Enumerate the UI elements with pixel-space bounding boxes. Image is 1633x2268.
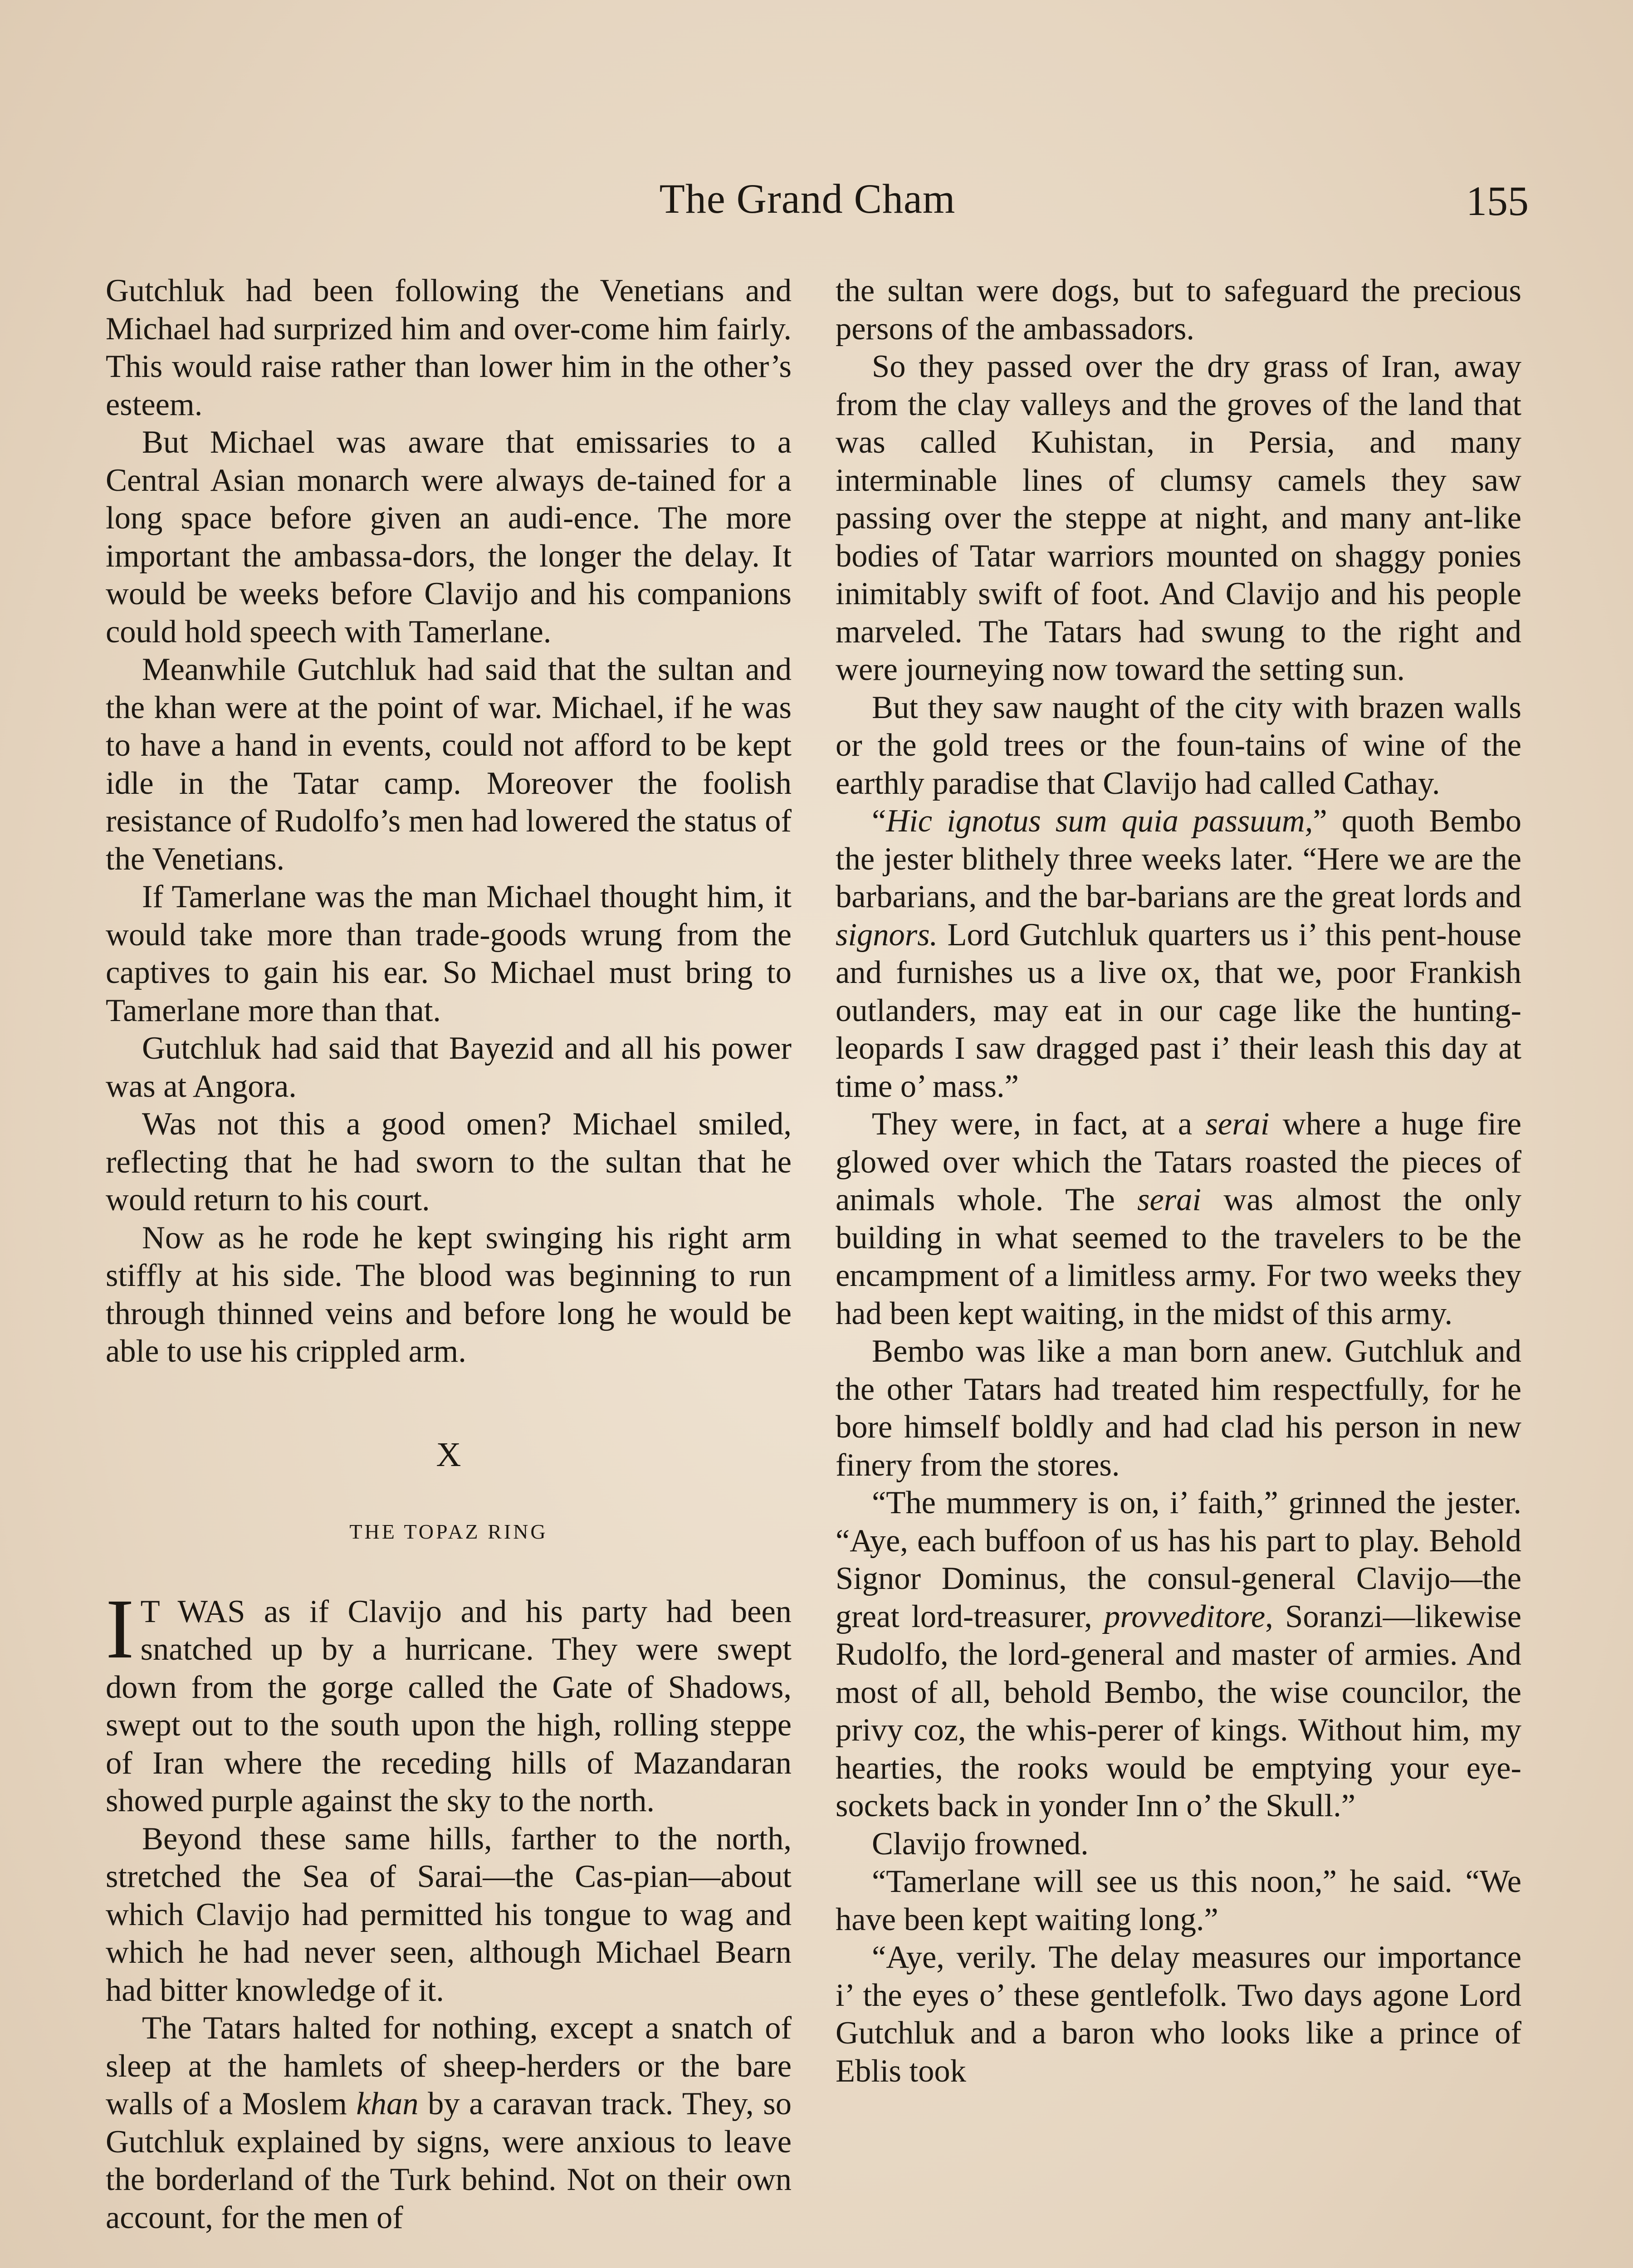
text-run: The Tatars halted for nothing, except a snatch of sleep at the hamlets of sheep-herders or the bare walls of a Moslem (106, 2010, 792, 2121)
paragraph-text: T WAS as if Clavijo and his party had been snatched up by a hurricane. They were swept down from the gorge called the Gate of Shadows, swept out to the south upon the high, rolling steppe of Iran where the receding hills of Mazandaran showed purple against the sky to the north. (106, 1593, 792, 1818)
drop-cap: I (106, 1581, 134, 1676)
paragraph: Gutchluk had said that Bayezid and all his power was at Angora. (106, 1031, 792, 1104)
right-column (836, 272, 1521, 2090)
page-number: 155 (1466, 178, 1529, 224)
italic-word: provveditore (1104, 1598, 1266, 1634)
text-run: “ (872, 803, 886, 839)
left-column (106, 272, 792, 2237)
running-title: The Grand Cham (659, 176, 956, 222)
paragraph: Was not this a good omen? Michael smiled, reflecting that he had sworn to the sultan that he would return to his court. (106, 1106, 792, 1217)
paragraph: So they passed over the dry grass of Iran, away from the clay valleys and the groves of the land that was called Kuhistan, in Persia, and many interminable lines of clumsy camels they saw passing over the steppe at night, and many ant-like bodies of Tatar warriors mounted on shaggy ponies inimitably swift of foot. And Clavijo and his people marveled. The Tatars had swung to the right and were journeying now toward the setting sun. (836, 349, 1521, 687)
italic-word: signors. (836, 917, 938, 953)
chapter-number: X (436, 1435, 461, 1474)
text-run: where a huge fire glowed over which the Tatars roasted the pieces of animals whole. The (836, 1106, 1522, 1217)
text-run: They were, in fact, at a (872, 1106, 1206, 1142)
text-run: Lord Gutchluk quarters us i’ this pent-house and furnishes us a live ox, that we, poor Frankish outlanders, may eat in our cage like the hunting-leopards I saw dragged past i’ their leash this day at time o’ mass.” (836, 917, 1521, 1104)
text-run: , Soranzi—likewise Rudolfo, the lord-general and master of armies. And most of all, behold Bembo, the wise councilor, the privy coz, the whis-perer of kings. Without him, my hearties, the rooks would be emptying your eye-sockets back in yonder Inn o’ the Skull.” (836, 1598, 1521, 1823)
paragraph: the sultan were dogs, but to safeguard the precious persons of the ambassadors. (836, 273, 1521, 347)
paragraph: But they saw naught of the city with brazen walls or the gold trees or the foun-tains of wine of the earthly paradise that Clavijo had called Cathay. (836, 689, 1521, 801)
chapter-opening-paragraph (106, 1581, 792, 1820)
italic-word: khan (356, 2086, 419, 2121)
paragraph: If Tamerlane was the man Michael thought him, it would take more than trade-goods wrung from the captives to gain his ear. So Michael must bring to Tamerlane more than that. (106, 879, 792, 1028)
paragraph: Meanwhile Gutchluk had said that the sultan and the khan were at the point of war. Michael, if he was to have a hand in events, could not afford to be kept idle in the Tatar camp. Moreover the foolish resistance of Rudolfo’s men had lowered the status of the Venetians. (106, 652, 792, 877)
text-run: was almost the only building in what seemed to the travelers to be the encampment of a limitless army. For two weeks they had been kept waiting, in the midst of this army. (836, 1182, 1521, 1331)
paragraph (836, 802, 1521, 1105)
text-run: “The mummery is on, i’ faith,” grinned the jester. “Aye, each buffoon of us has his part to play. Behold Signor Dominus, the consul-general Clavijo—the great lord-treasurer, (836, 1485, 1521, 1634)
paragraph: “Aye, verily. The delay measures our importance i’ the eyes o’ these gentlefolk. Two days agone Lord Gutchluk and a baron who looks like a prince of Eblis took (836, 1940, 1521, 2089)
italic-word: serai (1137, 1182, 1202, 1217)
paragraph: Now as he rode he kept swinging his right arm stiffly at his side. The blood was beginning to run through thinned veins and before long he would be able to use his crippled arm. (106, 1220, 792, 1369)
text-run: ” quoth Bembo the jester blithely three weeks later. “Here we are the barbarians, and the bar-barians are the great lords and (836, 803, 1521, 914)
paragraph: But Michael was aware that emissaries to a Central Asian monarch were always de-tained for a long space before given an audi-ence. The more important the ambassa-dors, the longer the delay. It would be weeks before Clavijo and his companions could hold speech with Tamerlane. (106, 425, 792, 650)
paragraph: Bembo was like a man born anew. Gutchluk and the other Tatars had treated him respectfully, for he bore himself boldly and had clad his person in new finery from the stores. (836, 1334, 1521, 1483)
latin-quote: Hic ignotus sum quia passuum, (886, 803, 1313, 839)
paragraph (836, 1105, 1521, 1333)
paragraph: Clavijo frowned. (872, 1826, 1089, 1862)
paragraph: Beyond these same hills, farther to the north, stretched the Sea of Sarai—the Cas-pian—about which Clavijo had permitted his tongue to wag and which he had never seen, although Michael Bearn had bitter knowledge of it. (106, 1821, 792, 2008)
italic-word: serai (1205, 1106, 1270, 1142)
paragraph: “Tamerlane will see us this noon,” he said. “We have been kept waiting long.” (836, 1864, 1521, 1937)
text-run: by a caravan track. They, so Gutchluk explained by signs, were anxious to leave the borderland of the Turk behind. Not on their own account, for the men of (106, 2086, 792, 2235)
chapter-title: THE TOPAZ RING (349, 1520, 548, 1543)
paragraph (836, 1484, 1521, 1825)
paragraph: Gutchluk had been following the Venetians and Michael had surprized him and over-come him fairly. This would raise rather than lower him in the other’s esteem. (106, 273, 792, 422)
paragraph (106, 2009, 792, 2237)
